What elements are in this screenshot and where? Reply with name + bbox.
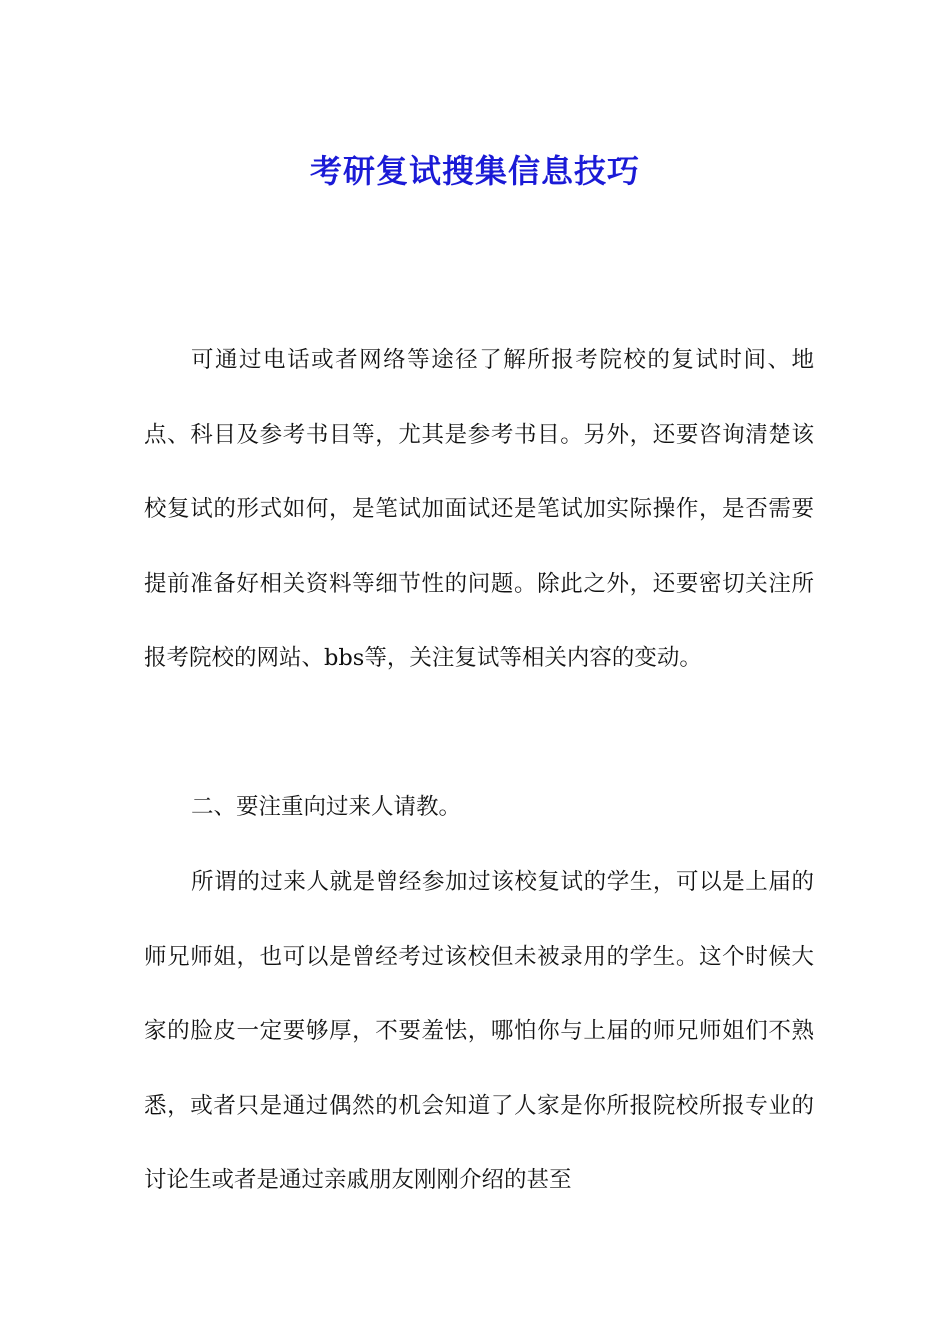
paragraph-3: 所谓的过来人就是曾经参加过该校复试的学生，可以是上届的师兄师姐，也可以是曾经考过该校但未被录用的学生。这个时候大家的脸皮一定要够厚，不要羞怯，哪怕你与上届的师兄师姐们不熟悉，或者只是通过偶然的机会知道了人家是你所报院校所报专业的讨论生或者是通过亲戚朋友刚刚介绍的甚至 bbox=[144, 869, 814, 1193]
document-title: 考研复试搜集信息技巧 bbox=[309, 152, 640, 191]
paragraph-1: 可通过电话或者网络等途径了解所报考院校的复试时间、地点、科目及参考书目等，尤其是参考书目。另外，还要咨询清楚该校复试的形式如何，是笔试加面试还是笔试加实际操作，是否需要提前准备好相关资料等细节性的问题。除此之外，还要密切关注所报考院校的网站、bbs等，关注复试等相关内容的变动。 bbox=[144, 347, 814, 671]
paragraph-2: 二、要注重向过来人请教。 bbox=[191, 794, 462, 820]
